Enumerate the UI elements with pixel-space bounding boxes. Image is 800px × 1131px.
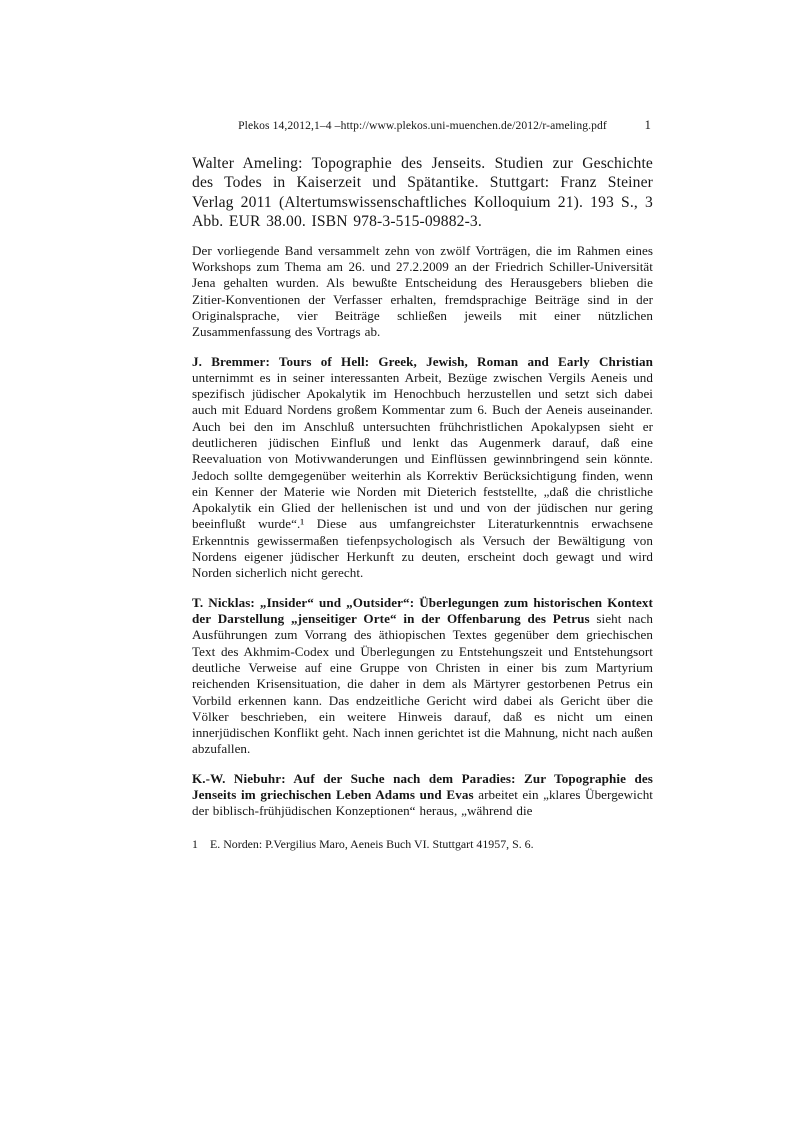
intro-paragraph xyxy=(192,243,653,341)
bremmer-paragraph xyxy=(192,354,653,582)
running-head xyxy=(192,118,653,133)
footnote xyxy=(192,837,653,852)
paragraph-heading: J. Bremmer: Tours of Hell: Greek, Jewish, Roman and Early Christian xyxy=(192,353,653,369)
paragraph-body: unternimmt es in seiner interessanten Arbeit, Bezüge zwischen Vergils Aeneis und spezifisch jüdischer Apokalytik im Henochbuch herzustellen und setzt sich dabei auch mit Eduard Nordens großem Kommentar zum 6. Buch der Aeneis auseinander. Auch bei den im Anschluß untersuchten frühchristlichen Apokalypsen sieht er deutlicheren jüdischen Einfluß und lenkt das Augenmerk darauf, daß eine Reevaluation von Motivwanderungen und Einflüssen gewinnbringend sein könnte. Jedoch sollte demgegenüber weiterhin als Korrektiv Berücksichtigung finden, wenn ein Kenner der Materie wie Norden mit Dieterich feststellte, „daß die christliche Apokalytik ein Glied der hellenischen ist und und von der jüdischen nur gering beeinflußt wurde“.¹ Diese aus umfangreichster Literaturkenntnis erwachsene Erkenntnis gewissermaßen tiefenpsychologisch als Versuch der Bewältigung von Nordens eigener jüdischer Herkunft zu deuten, erscheint doch gewagt und wird Norden sicherlich nicht gerecht. xyxy=(192,369,653,581)
page-number: 1 xyxy=(644,118,651,132)
paragraph-body: Der vorliegende Band versammelt zehn von zwölf Vorträgen, die im Rahmen eines Workshops zum Thema am 26. und 27.2.2009 an der Friedrich Schiller-Universität Jena gehalten wurden. Als bewußte Entscheidung des Herausgebers blieben die Zitier-Konventionen der Verfasser erhalten, fremdsprachige Beiträge sind in der Originalsprache, vier Beiträge schließen jeweils mit einer nützlichen Zusammenfassung des Vortrags ab. xyxy=(192,242,653,340)
paragraph-heading: T. Nicklas: „Insider“ und „Outsider“: Überlegungen zum historischen Kontext der Darstellung „jenseitiger Orte“ in der Offenbarung des Petrus xyxy=(192,594,653,627)
paragraph-body: sieht nach Ausführungen zum Vorrang des äthiopischen Textes gegenüber dem griechischen Text des Akhmim-Codex und Überlegungen zu Entstehungszeit und Entstehungsort deutliche Verweise auf eine Gruppe von Christen in einer bis zum Martyrium reichenden Krisensituation, die daher in dem als Märtyrer gestorbenen Petrus ein Vorbild erkennen kann. Das endzeitliche Gericht wird dabei als Gericht über die Völker beschrieben, ein weitere Hinweis darauf, daß es nicht um einen innerjüdischen Konflikt geht. Nach innen gerichtet ist die Mahnung, nicht nach außen abzufallen. xyxy=(192,611,653,757)
text-column xyxy=(192,118,653,851)
nicklas-paragraph xyxy=(192,595,653,758)
footnote-marker: 1 xyxy=(192,836,198,851)
journal-citation-url: Plekos 14,2012,1–4 –http://www.plekos.uni-muenchen.de/2012/r-ameling.pdf xyxy=(238,119,607,132)
paragraph-heading: K.-W. Niebuhr: Auf der Suche nach dem Paradies: Zur Topographie des Jenseits im griechischen Leben Adams und Evas xyxy=(192,770,653,803)
niebuhr-paragraph xyxy=(192,771,653,820)
reviewed-book-title: Walter Ameling: Topographie des Jenseits. Studien zur Geschichte des Todes in Kaiserzeit und Spätantike. Stuttgart: Franz Steiner Verlag 2011 (Altertumswissenschaftliches Kolloquium 21). 193 S., 3 Abb. EUR 38.00. ISBN 978-3-515-09882-3. xyxy=(192,155,653,231)
footnote-text: E. Norden: P.Vergilius Maro, Aeneis Buch VI. Stuttgart 41957, S. 6. xyxy=(210,836,534,851)
paragraph-body: arbeitet ein „klares Übergewicht der biblisch-frühjüdischen Konzeptionen“ heraus, „während die xyxy=(192,787,653,819)
